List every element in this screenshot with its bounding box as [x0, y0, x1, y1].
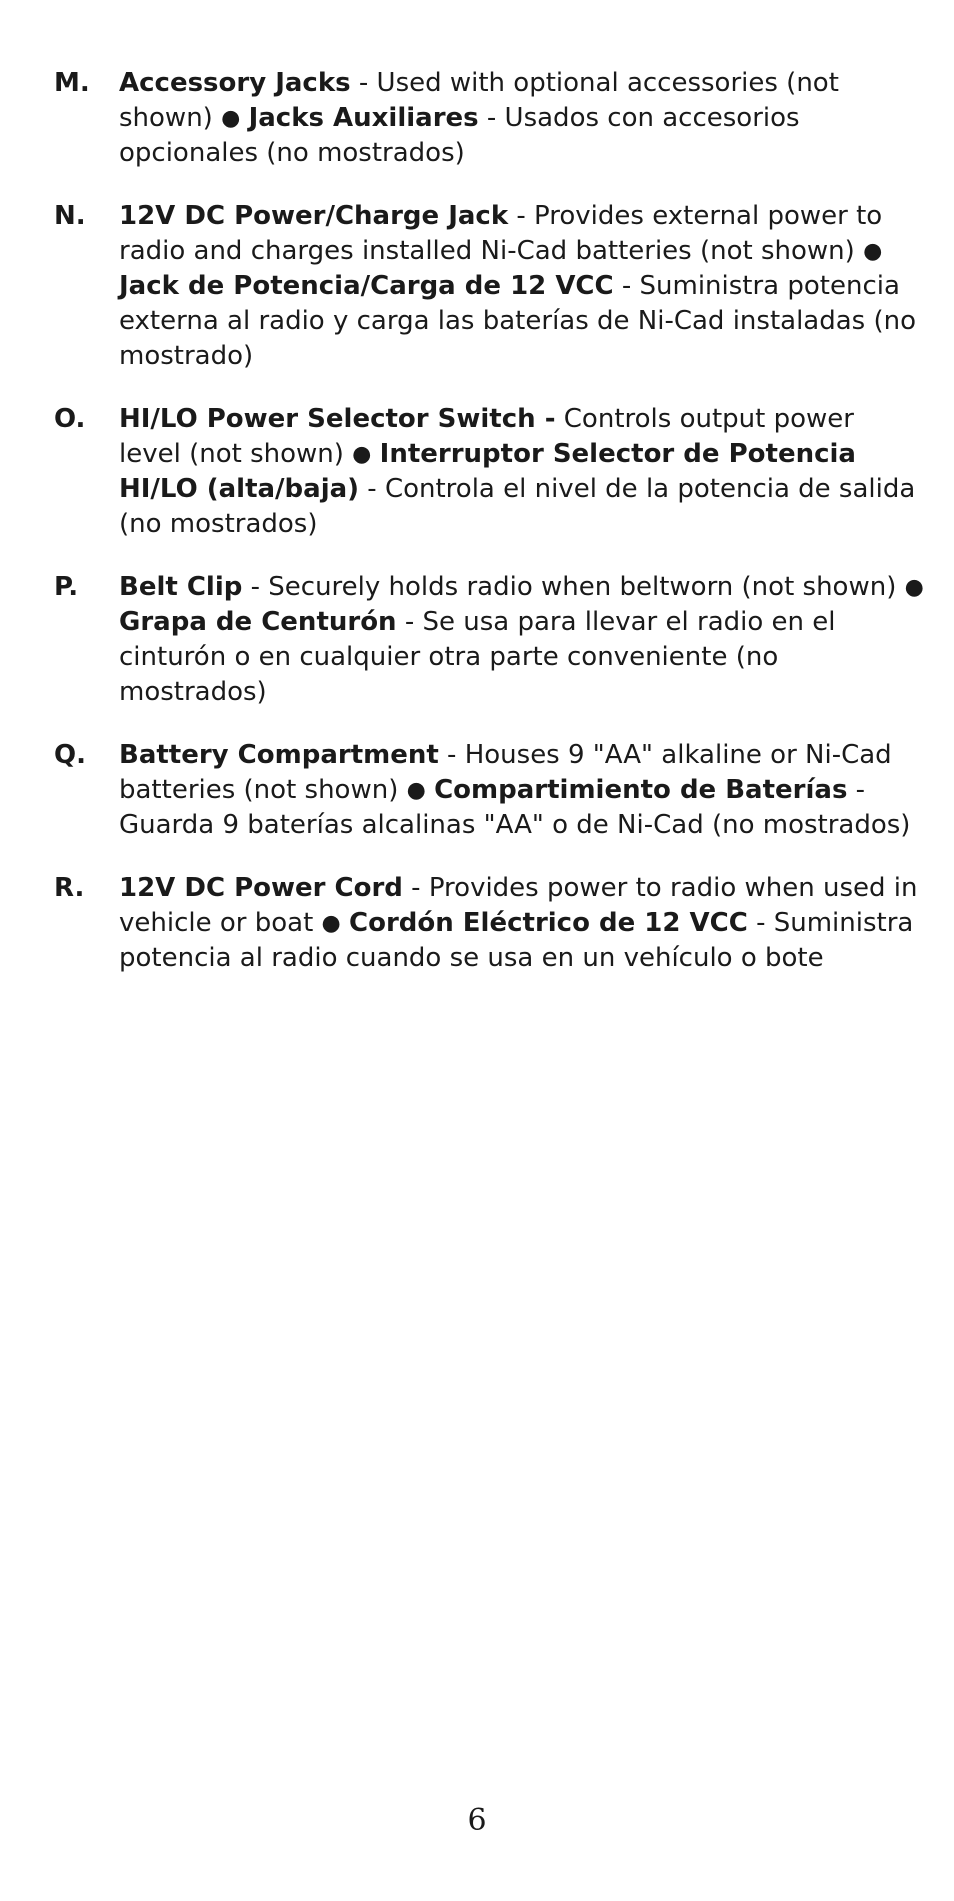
list-item-m	[54, 66, 924, 171]
item-description	[119, 570, 924, 710]
page-number: 6	[467, 1803, 487, 1838]
bullet-icon: ●	[321, 911, 341, 936]
item-letter: M.	[54, 68, 90, 98]
english-description: - Houses 9 "AA" alkaline or Ni-Cad batteries (not shown)	[119, 740, 892, 805]
list-item-r	[54, 871, 924, 976]
item-description	[119, 402, 924, 542]
english-term: HI/LO Power Selector Switch -	[119, 404, 556, 434]
english-description: - Provides power to radio when used in vehicle or boat	[119, 873, 918, 938]
item-letter: Q.	[54, 740, 86, 770]
spanish-description: - Controla el nivel de la potencia de salida (no mostrados)	[119, 474, 916, 539]
spanish-description: - Se usa para llevar el radio en el cinturón o en cualquier otra parte conveniente (no mostrados)	[119, 607, 836, 707]
item-description	[119, 871, 924, 976]
bullet-icon: ●	[406, 778, 426, 803]
item-description	[119, 738, 924, 843]
bullet-icon: ●	[904, 575, 924, 600]
item-letter: N.	[54, 201, 86, 231]
spanish-description: - Usados con accesorios opcionales (no mostrados)	[119, 103, 800, 168]
spanish-term: Grapa de Centurón	[119, 607, 397, 637]
list-item-n	[54, 199, 924, 374]
spanish-term: Jacks Auxiliares	[248, 103, 479, 133]
bullet-icon: ●	[221, 106, 241, 131]
english-term: Battery Compartment	[119, 740, 439, 770]
english-term: Accessory Jacks	[119, 68, 351, 98]
spanish-term: Cordón Eléctrico de 12 VCC	[349, 908, 748, 938]
bullet-icon: ●	[352, 442, 372, 467]
spanish-description: - Suministra potencia al radio cuando se usa en un vehículo o bote	[119, 908, 914, 973]
english-term: 12V DC Power/Charge Jack	[119, 201, 509, 231]
item-description	[119, 199, 924, 374]
list-item-p	[54, 570, 924, 710]
item-description	[119, 66, 924, 171]
english-description: - Securely holds radio when beltworn (not shown)	[242, 572, 905, 602]
item-letter: P.	[54, 572, 79, 602]
bullet-icon: ●	[863, 239, 883, 264]
parts-list	[54, 66, 924, 1004]
english-description: - Used with optional accessories (not shown)	[119, 68, 839, 133]
spanish-description: - Guarda 9 baterías alcalinas "AA" o de Ni-Cad (no mostrados)	[119, 775, 911, 840]
english-term: Belt Clip	[119, 572, 243, 602]
spanish-term: Compartimiento de Baterías	[434, 775, 848, 805]
list-item-q	[54, 738, 924, 843]
english-term: 12V DC Power Cord	[119, 873, 403, 903]
spanish-description: - Suministra potencia externa al radio y carga las baterías de Ni-Cad instaladas (no mostrado)	[119, 271, 917, 371]
spanish-term: Jack de Potencia/Carga de 12 VCC	[119, 271, 614, 301]
english-description: - Provides external power to radio and charges installed Ni-Cad batteries (not shown)	[119, 201, 883, 266]
list-item-o	[54, 402, 924, 542]
spanish-term: Interruptor Selector de Potencia HI/LO (alta/baja)	[119, 439, 856, 504]
item-letter: O.	[54, 404, 86, 434]
english-description: Controls output power level (not shown)	[119, 404, 854, 469]
item-letter: R.	[54, 873, 85, 903]
